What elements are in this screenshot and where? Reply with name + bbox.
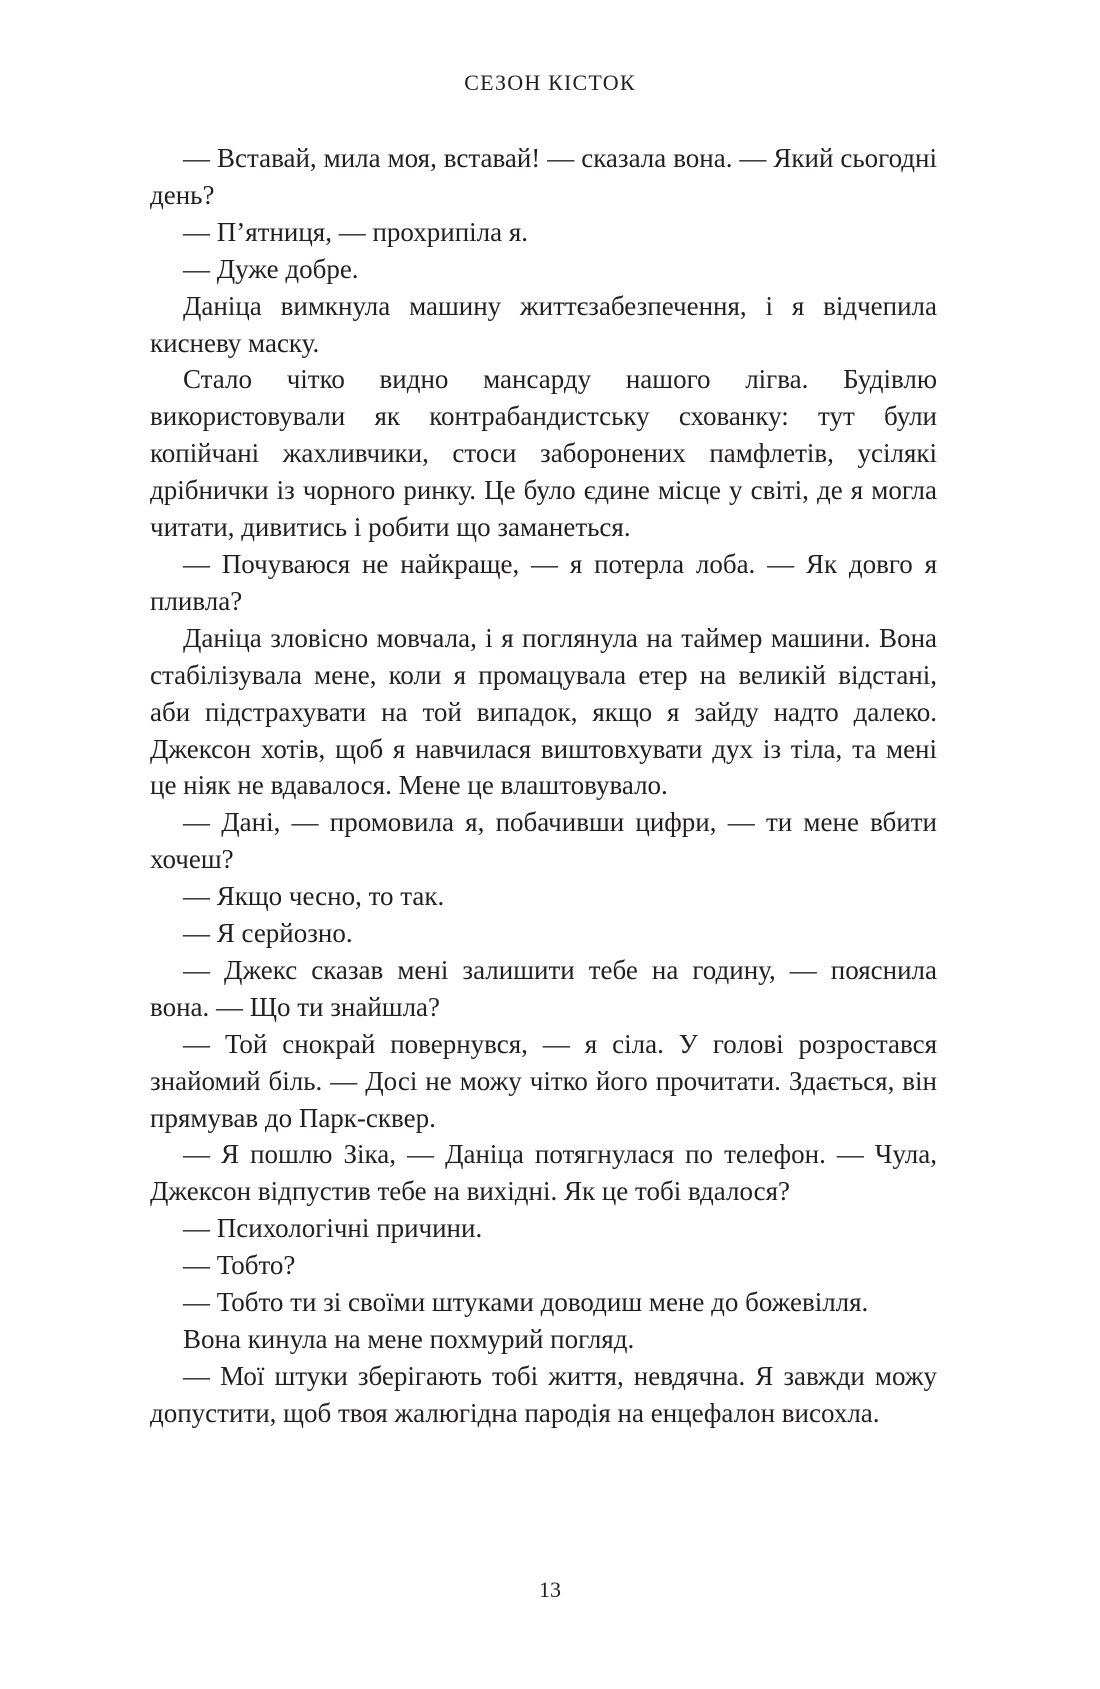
paragraph: — Дані, — промовила я, побачивши цифри, — ти мене вбити хочеш? (150, 807, 937, 875)
paragraph: — Дуже добре. (183, 253, 359, 284)
paragraph: — Я пошлю Зіка, — Даніца потягнулася по телефон. — Чула, Джексон відпустив тебе на вихідні. Як це тобі вдалося? (150, 1139, 937, 1207)
paragraph: — Якщо чесно, то так. (183, 881, 445, 912)
paragraph: — Тобто ти зі своїми штуками доводиш мене до божевілля. (183, 1287, 869, 1318)
paragraph: — П’ятниця, — прохрипіла я. (183, 216, 529, 247)
paragraph: — Тобто? (183, 1250, 296, 1281)
running-head-title: СЕЗОН КІСТОК (464, 70, 636, 95)
paragraph: — Психологічні причини. (183, 1213, 483, 1244)
page-number: 13 (539, 1577, 561, 1602)
paragraph: — Вставай, мила моя, вставай! — сказала вона. — Який сьогодні день? (150, 143, 937, 210)
paragraph: — Почуваюся не найкраще, — я потерла лоба. — Як довго я пливла? (150, 548, 937, 616)
paragraph: — Джекс сказав мені залишити тебе на годину, — пояснила вона. — Що ти знайшла? (150, 954, 937, 1022)
paragraph: — Мої штуки зберігають тобі життя, невдячна. Я завжди можу допустити, щоб твоя жалюгідна пародія на енцефалон висохла. (150, 1360, 937, 1428)
paragraph: — Той снокрай повернувся, — я сіла. У голові розростався знайомий біль. — Досі не можу чітко його прочитати. Здається, він прямував до Парк-сквер. (150, 1028, 937, 1133)
paragraph: Даніца зловісно мовчала, і я поглянула на таймер машини. Вона стабілізувала мене, коли я промацувала етер на великій відстані, аби підстрахувати на той випадок, якщо я зайду надто далеко. Джексон хотів, щоб я навчилася виштовхувати дух із тіла, та мені це ніяк не вдавалося. Мене це влаштовувало. (150, 622, 937, 801)
paragraph: Стало чітко видно мансарду нашого лігва. Будівлю використовували як контрабандистську схованку: тут були копійчані жахливчики, стоси заборонених памфлетів, усілякі дрібнички із чорного ринку. Це було єдине місце у світі, де я могла читати, дивитись і робити що заманеться. (150, 364, 937, 543)
paragraph: — Я серйозно. (183, 918, 353, 949)
paragraph: Даніца вимкнула машину життєзабезпечення, і я відчепила кисневу маску. (150, 290, 937, 358)
paragraph: Вона кинула на мене похмурий погляд. (183, 1324, 635, 1354)
body-text (150, 140, 937, 1432)
